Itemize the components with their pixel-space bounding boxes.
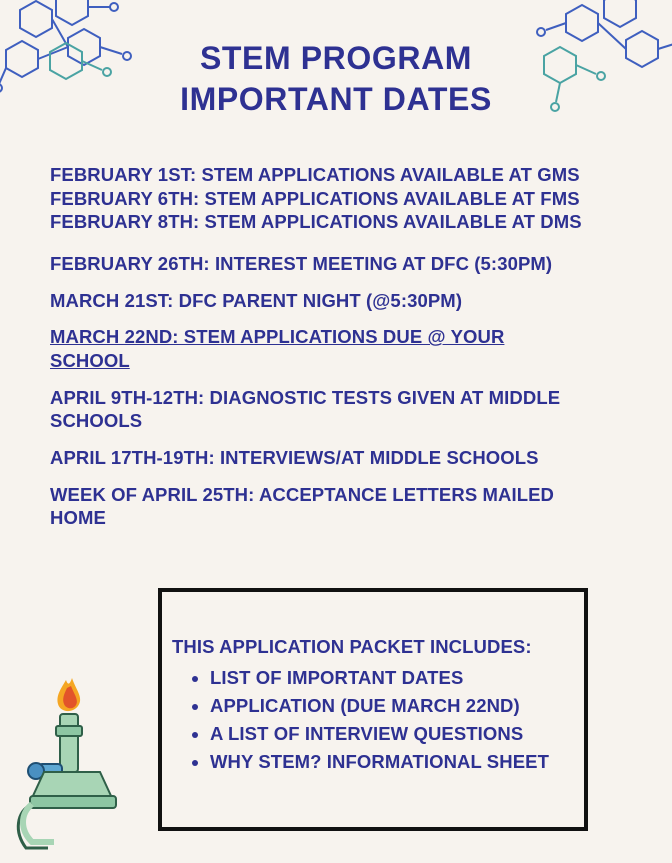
- page-title: [0, 38, 672, 120]
- spacer: [50, 234, 640, 252]
- bunsen-burner-illustration-icon: [8, 672, 158, 857]
- date-line-emphasized: MARCH 22ND: STEM APPLICATIONS DUE @ YOUR: [50, 326, 505, 348]
- dates-group-applications: [50, 163, 640, 234]
- date-line: WEEK OF APRIL 25TH: ACCEPTANCE LETTERS MAILED: [50, 483, 555, 505]
- list-item: • WHY STEM? INFORMATIONAL SHEET: [210, 748, 549, 776]
- application-packet-box: [158, 588, 588, 831]
- date-line: FEBRUARY 1ST: STEM APPLICATIONS AVAILABLE AT GMS: [50, 164, 580, 185]
- date-line-emphasized: SCHOOL: [50, 350, 130, 372]
- dates-group-diagnostic-tests: [50, 386, 640, 433]
- dates-group-applications-due: [50, 325, 640, 372]
- list-item: • LIST OF IMPORTANT DATES: [210, 664, 549, 692]
- dates-list: [50, 163, 640, 530]
- spacer: [50, 312, 640, 325]
- packet-contents-list: [184, 664, 549, 776]
- date-line: APRIL 17TH-19TH: INTERVIEWS/AT MIDDLE SCHOOLS: [50, 447, 539, 469]
- date-line: FEBRUARY 8TH: STEM APPLICATIONS AVAILABLE AT DMS: [50, 211, 582, 233]
- date-line: FEBRUARY 6TH: STEM APPLICATIONS AVAILABLE AT FMS: [50, 187, 580, 209]
- dates-group-parent-night: [50, 289, 640, 313]
- spacer: [50, 373, 640, 386]
- date-line: HOME: [50, 507, 106, 529]
- spacer: [50, 470, 640, 483]
- date-line: SCHOOLS: [50, 410, 143, 432]
- list-item: • A LIST OF INTERVIEW QUESTIONS: [210, 720, 549, 748]
- dates-group-interviews: [50, 446, 640, 470]
- date-line: MARCH 21ST: DFC PARENT NIGHT (@5:30PM): [50, 289, 463, 311]
- title-line-2: IMPORTANT DATES: [180, 80, 492, 117]
- list-item: • APPLICATION (DUE MARCH 22ND): [210, 692, 549, 720]
- title-line-1: STEM PROGRAM: [199, 40, 473, 76]
- dates-group-acceptance-letters: [50, 483, 640, 530]
- date-line: APRIL 9TH-12TH: DIAGNOSTIC TESTS GIVEN AT MIDDLE: [50, 386, 561, 408]
- dates-group-interest-meeting: [50, 252, 640, 276]
- spacer: [50, 433, 640, 446]
- packet-heading: THIS APPLICATION PACKET INCLUDES:: [172, 636, 532, 657]
- date-line: FEBRUARY 26TH: INTEREST MEETING AT DFC (5:30PM): [50, 253, 553, 275]
- spacer: [50, 276, 640, 289]
